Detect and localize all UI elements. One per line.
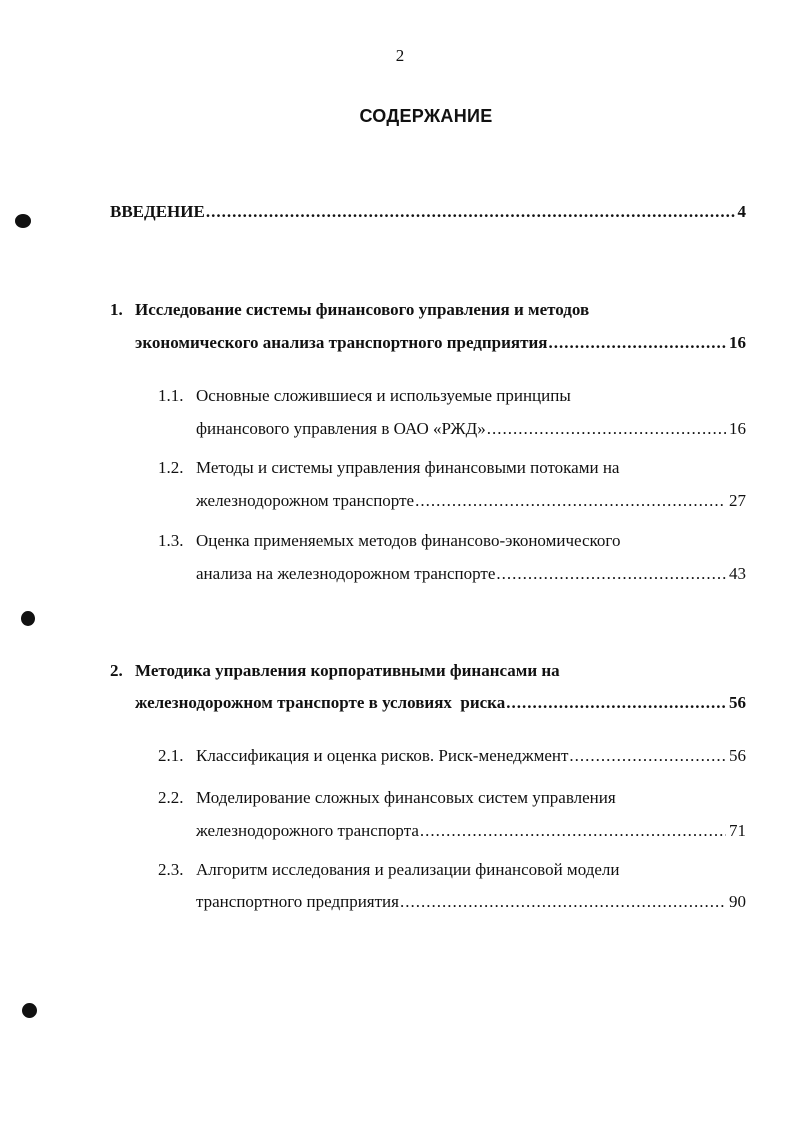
section-title-line1: Оценка применяемых методов финансово-экономического <box>196 531 621 550</box>
chapter-title-line2: экономического анализа транспортного предприятия <box>135 333 548 352</box>
section-number: 1.1. <box>158 386 184 405</box>
section-number: 2.1. <box>158 746 184 765</box>
toc-section-2-2-line1[interactable] <box>158 788 616 808</box>
page-number: 2 <box>395 46 405 65</box>
section-title-line2: финансового управления в ОАО «РЖД» <box>196 419 486 438</box>
dot-leader <box>569 746 726 766</box>
section-title-line1: Алгоритм исследования и реализации финансовой модели <box>196 860 620 879</box>
toc-section-1-2-line2[interactable] <box>196 491 746 511</box>
chapter-number: 2. <box>110 661 123 680</box>
section-page: 16 <box>729 419 746 438</box>
toc-section-1-3-line2[interactable] <box>196 564 746 584</box>
toc-chapter-2-line2[interactable] <box>135 693 746 713</box>
chapter-title-line2: железнодорожном транспорте в условиях риска <box>135 693 506 712</box>
section-title-line2: анализа на железнодорожном транспорте <box>196 564 496 583</box>
entry-label: ВВЕДЕНИЕ <box>110 202 205 221</box>
toc-section-2-3-line1[interactable] <box>158 860 619 880</box>
dot-leader <box>496 564 726 584</box>
punch-hole-mark <box>15 214 31 228</box>
section-title-line1: Методы и системы управления финансовыми потоками на <box>196 458 620 477</box>
chapter-page: 16 <box>729 333 746 352</box>
section-number: 2.3. <box>158 860 184 879</box>
section-page: 27 <box>729 491 746 510</box>
dot-leader <box>415 491 726 511</box>
chapter-page: 56 <box>729 693 746 712</box>
toc-section-1-2-line1[interactable] <box>158 458 619 478</box>
dot-leader <box>506 693 726 713</box>
section-title-line2: транспортного предприятия <box>196 892 399 911</box>
section-page: 43 <box>729 564 746 583</box>
section-title-line1: Классификация и оценка рисков. Риск-менеджмент <box>196 746 569 765</box>
dot-leader <box>487 419 726 439</box>
toc-section-2-1[interactable] <box>158 746 746 766</box>
toc-section-1-1-line2[interactable] <box>196 419 746 439</box>
section-title-line2: железнодорожном транспорте <box>196 491 415 510</box>
toc-section-1-1-line1[interactable] <box>158 386 571 406</box>
section-page: 56 <box>729 746 746 765</box>
section-title-line1: Основные сложившиеся и используемые принципы <box>196 386 571 405</box>
section-number: 1.3. <box>158 531 184 550</box>
section-title-line1: Моделирование сложных финансовых систем управления <box>196 788 616 807</box>
section-number: 1.2. <box>158 458 184 477</box>
section-title-line2: железнодорожного транспорта <box>196 821 419 840</box>
dot-leader <box>548 333 726 353</box>
section-page: 71 <box>729 821 746 840</box>
dot-leader <box>206 202 735 222</box>
punch-hole-mark <box>21 611 35 626</box>
dot-leader <box>400 892 726 912</box>
toc-section-1-3-line1[interactable] <box>158 531 620 551</box>
dot-leader <box>420 821 726 841</box>
toc-chapter-1-line2[interactable] <box>135 333 746 353</box>
toc-title: СОДЕРЖАНИЕ <box>359 106 493 126</box>
entry-page: 4 <box>737 202 746 221</box>
punch-hole-mark <box>22 1003 37 1018</box>
chapter-title-line1: Методика управления корпоративными финансами на <box>135 661 560 680</box>
toc-section-2-3-line2[interactable] <box>196 892 746 912</box>
chapter-number: 1. <box>110 300 123 319</box>
toc-chapter-2-line1[interactable] <box>110 661 560 681</box>
section-page: 90 <box>729 892 746 911</box>
chapter-title-line1: Исследование системы финансового управления и методов <box>135 300 590 319</box>
toc-chapter-1-line1[interactable] <box>110 300 589 320</box>
section-number: 2.2. <box>158 788 184 807</box>
toc-section-2-2-line2[interactable] <box>196 821 746 841</box>
toc-entry-introduction[interactable] <box>110 202 746 222</box>
